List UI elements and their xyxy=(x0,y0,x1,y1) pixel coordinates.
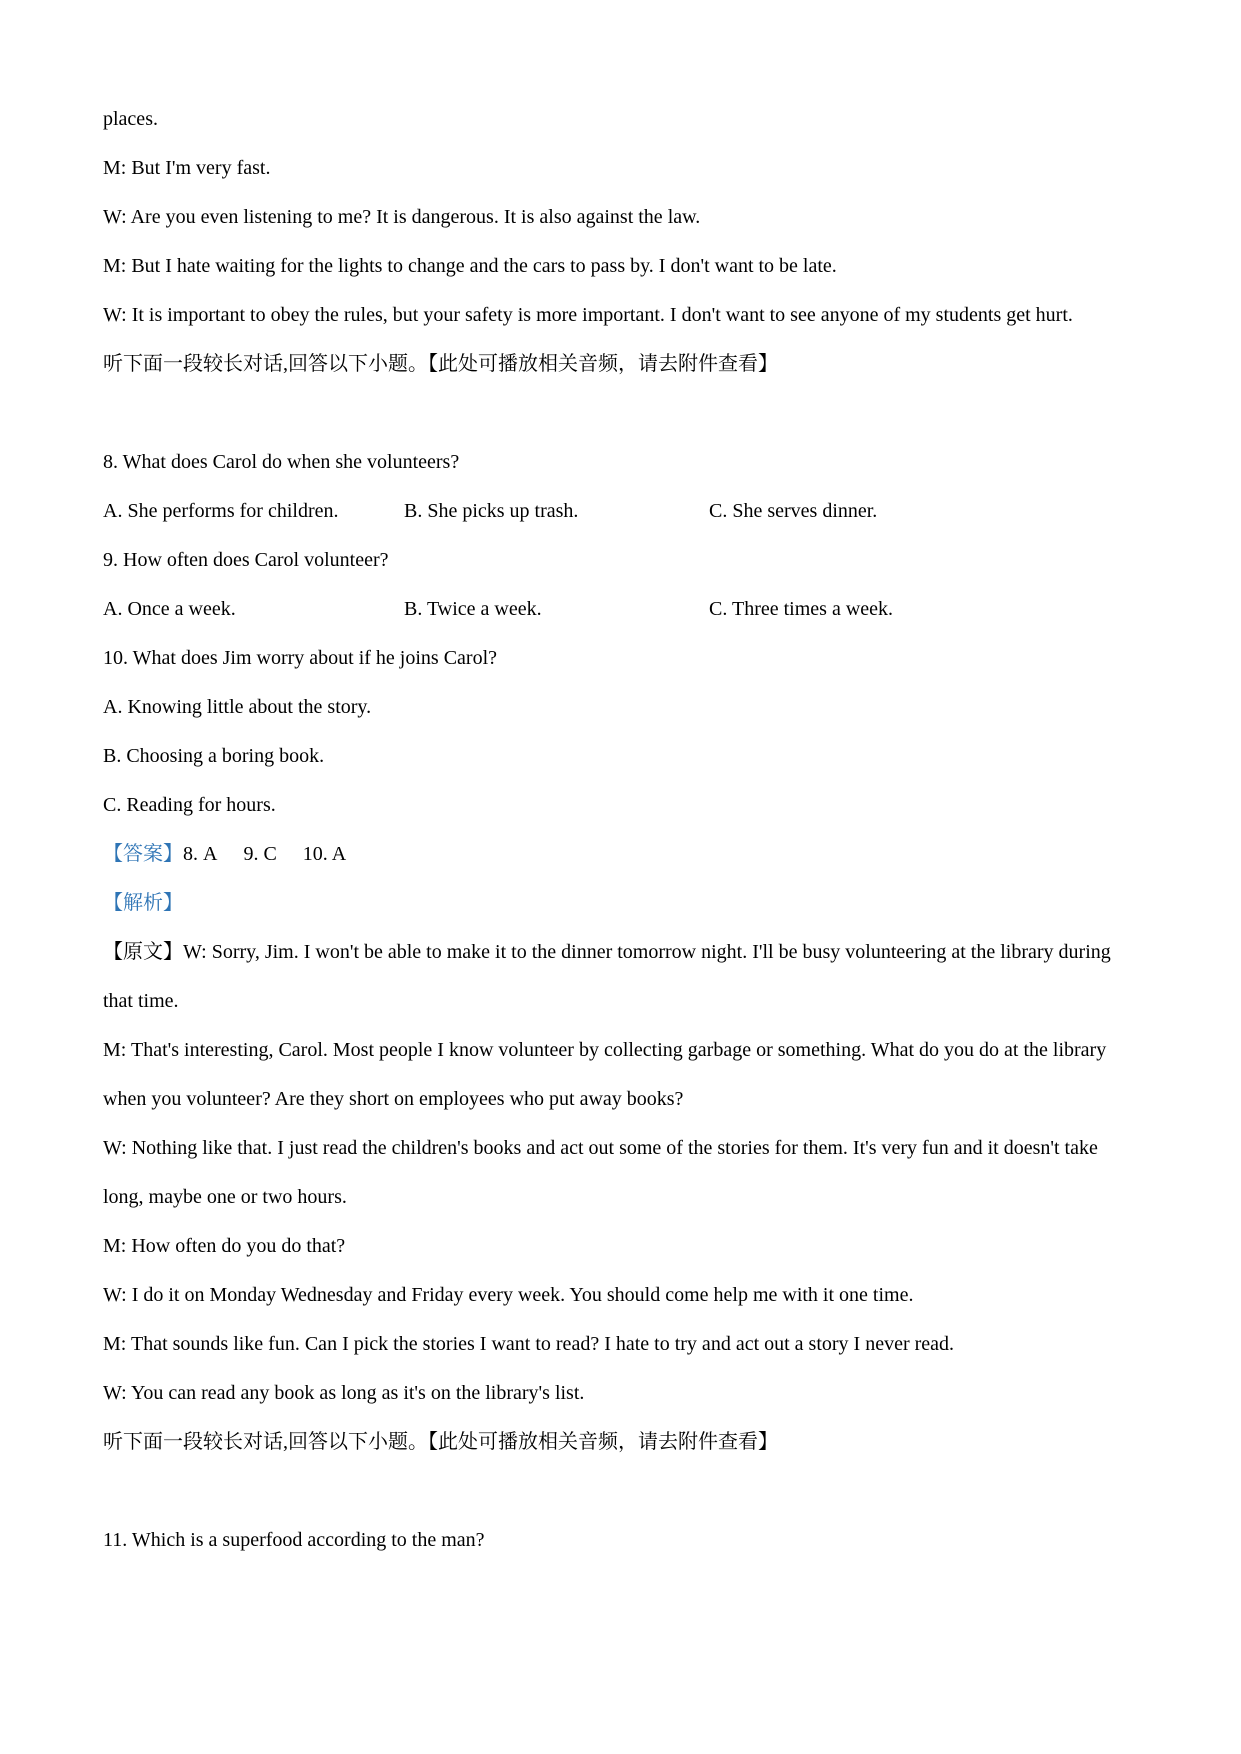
option-A: A. Once a week. xyxy=(103,598,236,620)
option-B: B. She picks up trash. xyxy=(404,500,579,522)
chinese-instruction-line: 听下面一段较长对话,回答以下小题。【此处可播放相关音频，请去附件查看】 xyxy=(103,1431,778,1453)
text-line: 11. Which is a superfood according to the man? xyxy=(103,1529,485,1551)
answer-item: 10. A xyxy=(302,843,347,865)
blank-line xyxy=(103,389,1143,438)
text-line: M: That sounds like fun. Can I pick the stories I want to read? I hate to try and act out a story I never read. xyxy=(103,1333,955,1355)
text-line: B. Choosing a boring book. xyxy=(103,745,325,767)
option-B: B. Twice a week. xyxy=(404,598,542,620)
text-line: M: But I'm very fast. xyxy=(103,157,271,179)
answer-item: 8. A xyxy=(183,843,218,865)
text-line: W: It is important to obey the rules, but your safety is more important. I don't want to see anyone of my students get hurt. xyxy=(103,304,1073,326)
text-line: M: How often do you do that? xyxy=(103,1235,346,1257)
options-row xyxy=(103,487,1143,536)
text-line: 9. How often does Carol volunteer? xyxy=(103,549,389,571)
option-C: C. She serves dinner. xyxy=(709,500,878,522)
analysis-label: 【解析】 xyxy=(103,892,183,914)
text-line: 10. What does Jim worry about if he joins Carol? xyxy=(103,647,498,669)
text-line: M: That's interesting, Carol. Most people I know volunteer by collecting garbage or something. What do you do at the library when you volunteer? Are they short on employees who put away books? xyxy=(103,1039,1107,1110)
passage-label: 【原文】 xyxy=(103,941,183,963)
passage-text: W: Sorry, Jim. I won't be able to make it to the dinner tomorrow night. I'll be busy volunteering at the library during that time. xyxy=(103,941,1111,1012)
analysis-line xyxy=(103,879,1143,928)
chinese-instruction-line: 听下面一段较长对话,回答以下小题。【此处可播放相关音频，请去附件查看】 xyxy=(103,353,778,375)
text-line: M: But I hate waiting for the lights to change and the cars to pass by. I don't want to be late. xyxy=(103,255,837,277)
answer-label: 【答案】 xyxy=(103,843,183,865)
text-line: places. xyxy=(103,108,158,130)
text-line: W: Nothing like that. I just read the children's books and act out some of the stories for them. It's very fun and it doesn't take long, maybe one or two hours. xyxy=(103,1137,1098,1208)
passage-line xyxy=(103,928,1143,1026)
text-line: 8. What does Carol do when she volunteers? xyxy=(103,451,460,473)
blank-line xyxy=(103,1467,1143,1516)
options-row xyxy=(103,585,1143,634)
document-content xyxy=(103,95,1143,1565)
answer-item: 9. C xyxy=(243,843,277,865)
text-line: W: I do it on Monday Wednesday and Friday every week. You should come help me with it one time. xyxy=(103,1284,914,1306)
text-line: W: Are you even listening to me? It is dangerous. It is also against the law. xyxy=(103,206,701,228)
text-line: A. Knowing little about the story. xyxy=(103,696,372,718)
answer-line xyxy=(103,830,1143,879)
option-A: A. She performs for children. xyxy=(103,500,339,522)
text-line: C. Reading for hours. xyxy=(103,794,276,816)
text-line: W: You can read any book as long as it's on the library's list. xyxy=(103,1382,585,1404)
option-C: C. Three times a week. xyxy=(709,598,894,620)
